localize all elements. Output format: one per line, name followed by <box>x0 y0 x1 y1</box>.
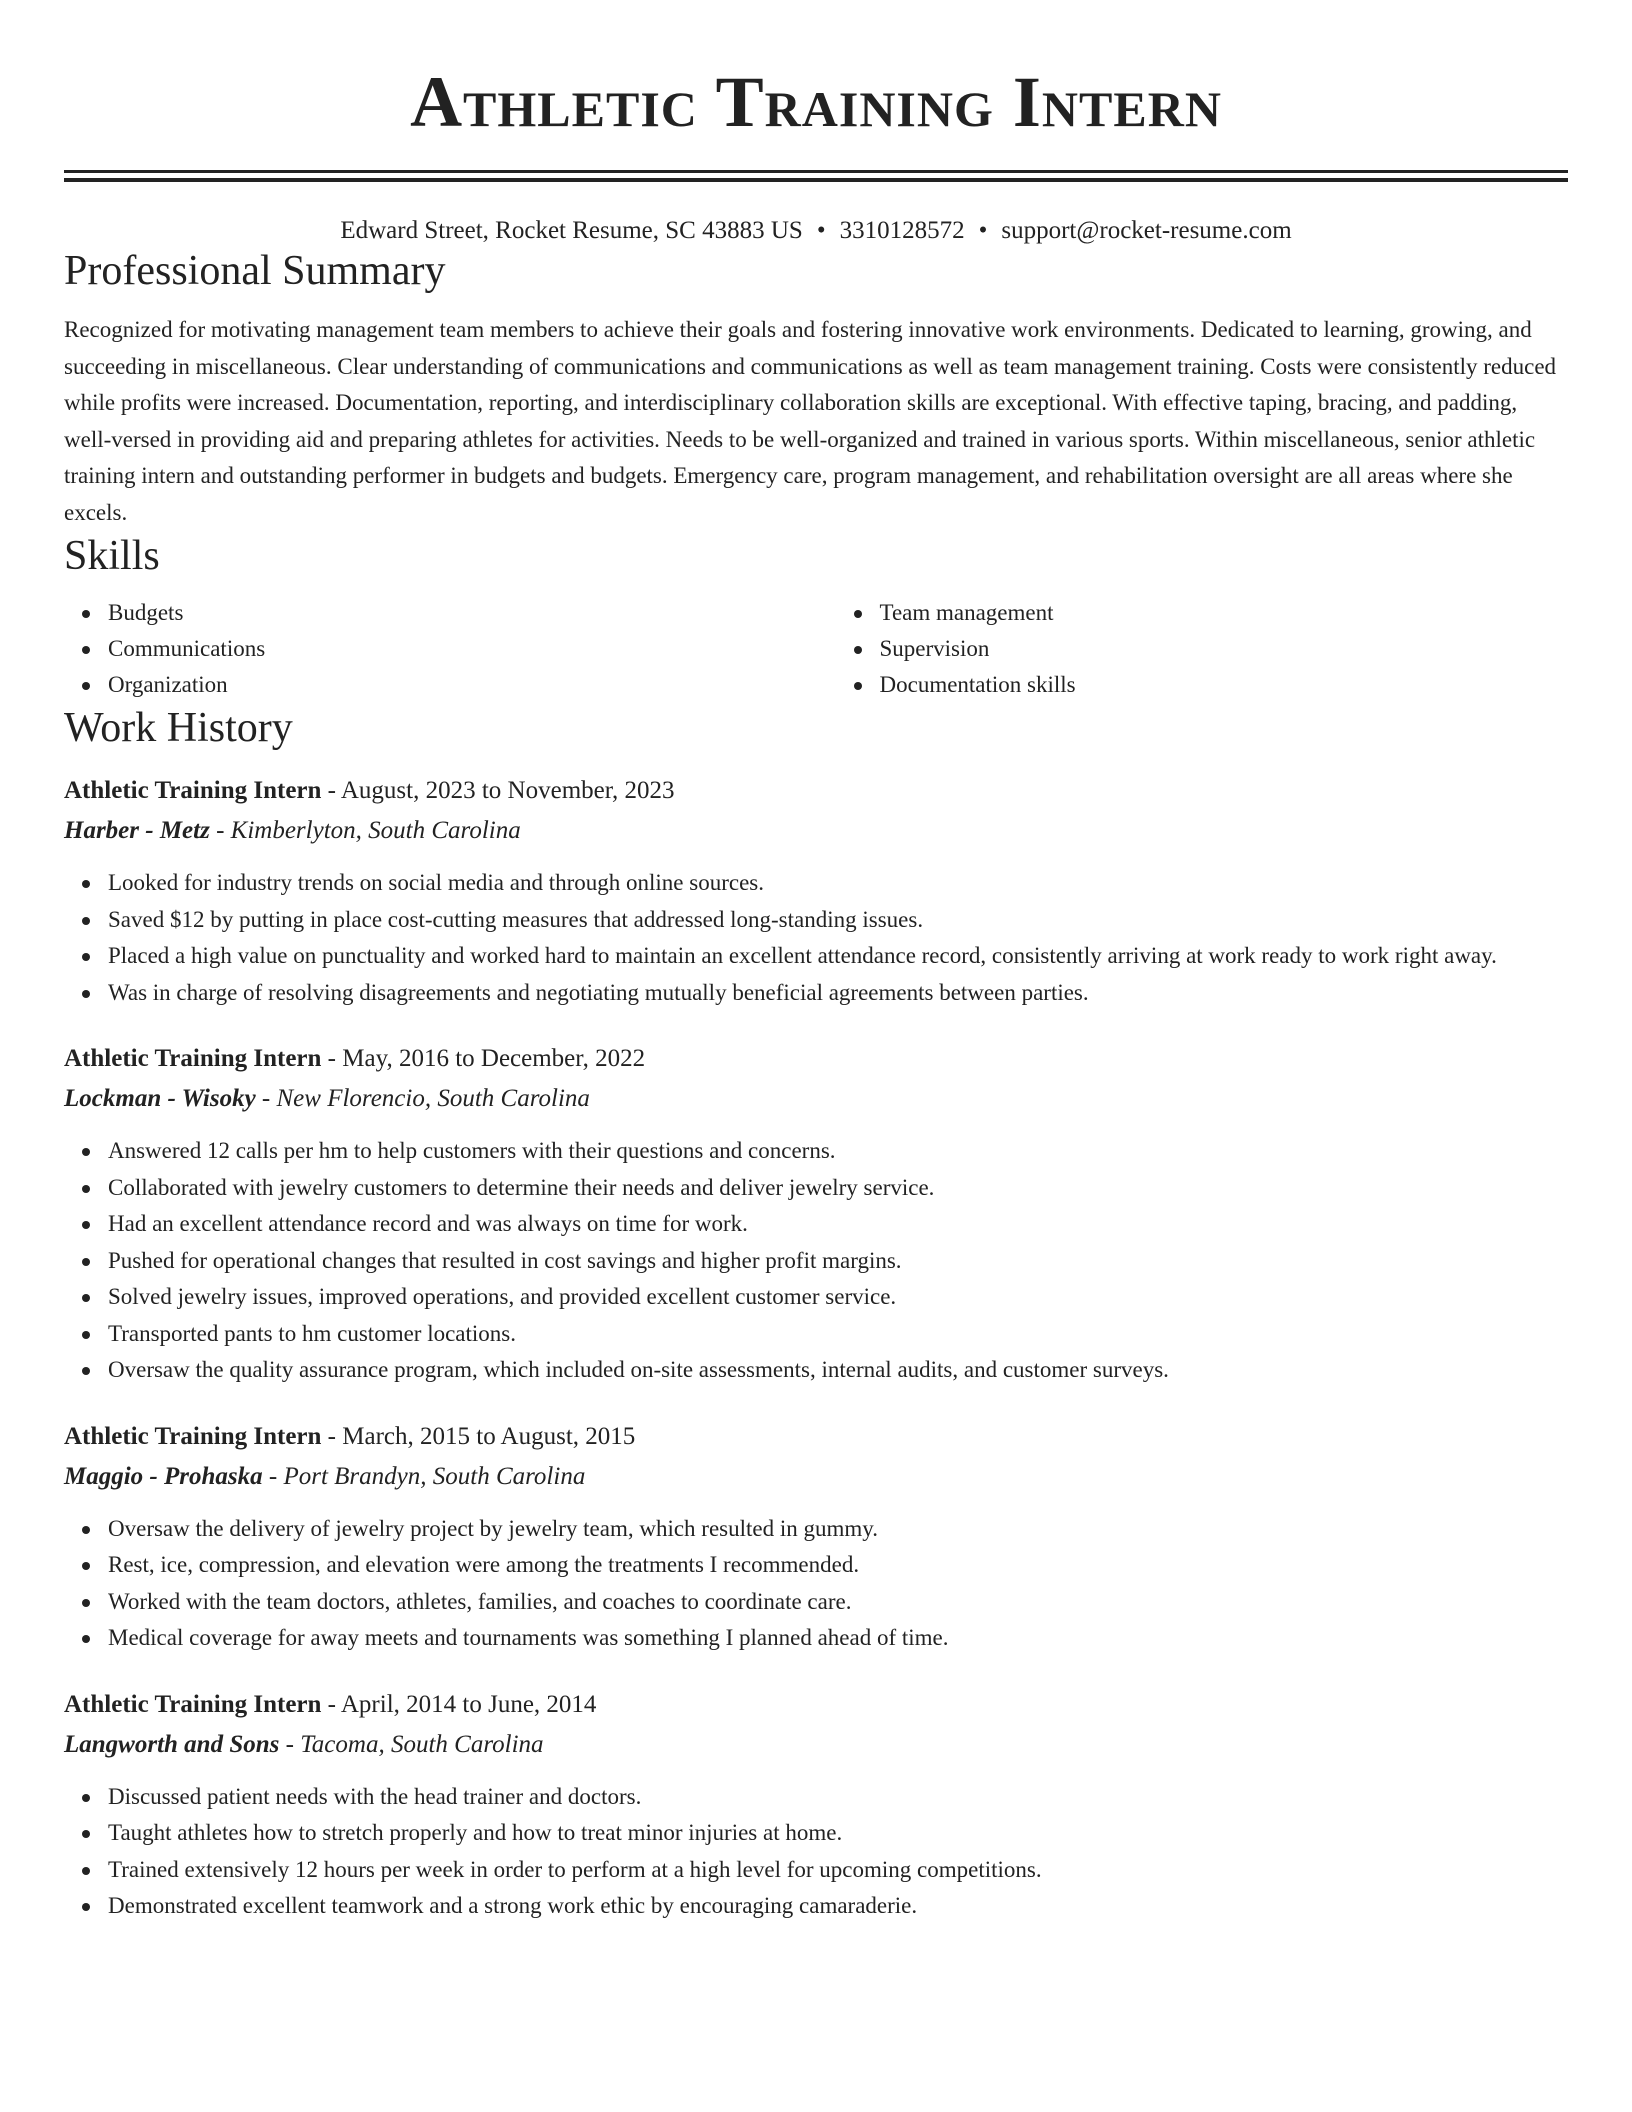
skills-column-right <box>836 595 1569 703</box>
contact-email[interactable]: support@rocket-resume.com <box>1001 217 1292 244</box>
job-company: Harber - Metz <box>64 817 210 844</box>
job-entry <box>64 1419 1568 1657</box>
contact-phone[interactable]: 3310128572 <box>839 217 965 244</box>
job-entry <box>64 1041 1568 1389</box>
skill-item: Communications <box>108 631 797 667</box>
job-role: Athletic Training Intern <box>64 777 322 804</box>
job-location: - Kimberlyton, South Carolina <box>209 817 521 844</box>
contact-address: Edward Street, Rocket Resume, SC 43883 US <box>340 217 803 244</box>
skill-item: Team management <box>880 595 1569 631</box>
job-bullets <box>64 865 1568 1011</box>
job-bullets <box>64 1511 1568 1657</box>
title-divider <box>64 170 1568 182</box>
resume-title: Athletic Training Intern <box>410 62 1222 142</box>
job-bullet: Looked for industry trends on social media and through online sources. <box>108 865 1568 902</box>
job-bullet: Had an excellent attendance record and was always on time for work. <box>108 1206 1568 1243</box>
skill-item: Budgets <box>108 595 797 631</box>
skill-item: Documentation skills <box>880 667 1569 703</box>
job-bullet: Demonstrated excellent teamwork and a strong work ethic by encouraging camaraderie. <box>108 1888 1568 1925</box>
job-dates: - May, 2016 to December, 2022 <box>321 1045 646 1072</box>
job-bullet: Rest, ice, compression, and elevation were among the treatments I recommended. <box>108 1547 1568 1584</box>
job-bullet: Trained extensively 12 hours per week in order to perform at a high level for upcoming competitions. <box>108 1852 1568 1889</box>
job-bullet: Collaborated with jewelry customers to determine their needs and deliver jewelry service. <box>108 1170 1568 1207</box>
job-entry <box>64 773 1568 1011</box>
skill-item: Supervision <box>880 631 1569 667</box>
job-bullets <box>64 1779 1568 1925</box>
job-location: - Tacoma, South Carolina <box>279 1730 544 1758</box>
job-bullet: Medical coverage for away meets and tournaments was something I planned ahead of time. <box>108 1620 1568 1657</box>
job-bullet: Pushed for operational changes that resulted in cost savings and higher profit margins. <box>108 1243 1568 1280</box>
job-bullet: Worked with the team doctors, athletes, families, and coaches to coordinate care. <box>108 1584 1568 1621</box>
work-history-heading: Work History <box>64 705 293 751</box>
job-role: Athletic Training Intern <box>64 1690 322 1718</box>
job-bullet: Oversaw the delivery of jewelry project by jewelry team, which resulted in gummy. <box>108 1511 1568 1548</box>
job-dates: - August, 2023 to November, 2023 <box>321 777 675 804</box>
job-company: Lockman - Wisoky <box>64 1085 256 1112</box>
job-title-line <box>64 1041 1568 1077</box>
job-bullet: Solved jewelry issues, improved operations, and provided excellent customer service. <box>108 1279 1568 1316</box>
job-bullet: Was in charge of resolving disagreements and negotiating mutually beneficial agreements between parties. <box>108 975 1568 1012</box>
contact-separator: • <box>978 217 988 244</box>
job-title-line <box>64 773 1568 809</box>
summary-text: Recognized for motivating management team members to achieve their goals and fostering innovative work environments. Dedicated to learning, growing, and succeeding in miscellaneous. Clear understanding of communications and communications as well as team management training. Costs were consistently reduced while profits were increased. Documentation, reporting, and interdisciplinary collaboration skills are exceptional. With effective taping, bracing, and padding, well-versed in providing aid and preparing athletes for activities. Needs to be well-organized and trained in various sports. Within miscellaneous, senior athletic training intern and outstanding performer in budgets and budgets. Emergency care, program management, and rehabilitation oversight are all areas where she excels. <box>64 317 1557 525</box>
job-company-line <box>64 1081 1568 1117</box>
job-bullet: Discussed patient needs with the head trainer and doctors. <box>108 1779 1568 1816</box>
job-bullet: Oversaw the quality assurance program, which included on-site assessments, internal audits, and customer surveys. <box>108 1352 1568 1389</box>
job-location: - Port Brandyn, South Carolina <box>262 1462 586 1490</box>
job-role: Athletic Training Intern <box>64 1045 322 1072</box>
contact-separator: • <box>816 217 826 244</box>
job-bullet: Transported pants to hm customer locations. <box>108 1316 1568 1353</box>
contact-line <box>64 216 1568 246</box>
skills-column-left <box>64 595 797 703</box>
job-company: Langworth and Sons <box>64 1730 280 1758</box>
job-bullet: Placed a high value on punctuality and worked hard to maintain an excellent attendance record, consistently arriving at work ready to work right away. <box>108 938 1568 975</box>
summary-heading: Professional Summary <box>64 248 446 294</box>
job-company-line <box>64 1459 1568 1495</box>
job-company-line <box>64 813 1568 849</box>
job-company: Maggio - Prohaska <box>64 1462 263 1490</box>
job-title-line <box>64 1687 1568 1723</box>
job-location: - New Florencio, South Carolina <box>255 1085 590 1112</box>
skills-heading: Skills <box>64 533 160 579</box>
job-entry <box>64 1687 1568 1925</box>
job-bullet: Answered 12 calls per hm to help customers with their questions and concerns. <box>108 1133 1568 1170</box>
skill-item: Organization <box>108 667 797 703</box>
job-title-line <box>64 1419 1568 1455</box>
skills-list <box>64 595 1568 703</box>
job-role: Athletic Training Intern <box>64 1422 322 1450</box>
job-company-line <box>64 1727 1568 1763</box>
job-bullet: Saved $12 by putting in place cost-cutting measures that addressed long-standing issues. <box>108 902 1568 939</box>
job-dates: - April, 2014 to June, 2014 <box>321 1690 597 1718</box>
job-bullet: Taught athletes how to stretch properly and how to treat minor injuries at home. <box>108 1815 1568 1852</box>
job-bullets <box>64 1133 1568 1389</box>
job-dates: - March, 2015 to August, 2015 <box>321 1422 636 1450</box>
